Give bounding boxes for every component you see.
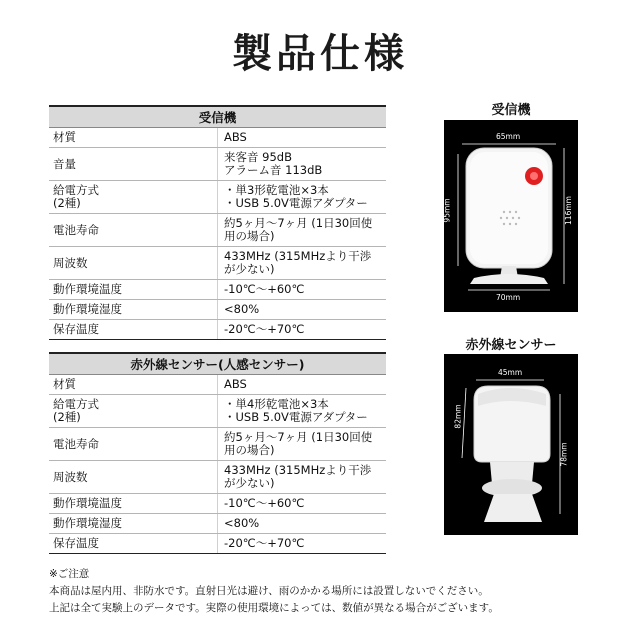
spec-label bbox=[49, 214, 218, 247]
spec-label-line: 保存温度 bbox=[53, 322, 99, 336]
spec-label-line: 周波数 bbox=[53, 469, 88, 484]
spec-value-line: ・単3形乾電池×3本 bbox=[224, 183, 329, 197]
spec-value bbox=[218, 181, 387, 214]
spec-row bbox=[49, 494, 386, 514]
spec-label bbox=[49, 148, 218, 181]
receiver-body-height-dim: 95mm bbox=[442, 198, 452, 223]
spec-value-line: アラーム音 113dB bbox=[224, 163, 323, 177]
spec-label bbox=[49, 494, 218, 514]
spec-label-line: 電池寿命 bbox=[53, 222, 99, 237]
spec-label-line: (2種) bbox=[53, 196, 81, 210]
spec-row bbox=[49, 514, 386, 534]
receiver-total-height-dim: 116mm bbox=[563, 196, 573, 225]
receiver-spec-table bbox=[49, 105, 386, 340]
spec-value-line: 433MHz (315MHzより干渉が少ない) bbox=[224, 463, 372, 490]
spec-value bbox=[218, 461, 387, 494]
sensor-width-dim: 45mm bbox=[498, 368, 523, 377]
spec-label-line: 動作環境湿度 bbox=[53, 516, 122, 530]
spec-value bbox=[218, 514, 387, 534]
spec-label-line: 材質 bbox=[53, 377, 76, 391]
spec-value bbox=[218, 375, 387, 395]
receiver-illustration bbox=[444, 120, 578, 312]
spec-row bbox=[49, 428, 386, 461]
spec-label bbox=[49, 514, 218, 534]
receiver-width-dim: 65mm bbox=[496, 132, 521, 141]
spec-row bbox=[49, 395, 386, 428]
spec-value bbox=[218, 320, 387, 340]
spec-value bbox=[218, 214, 387, 247]
spec-label-line: 周波数 bbox=[53, 255, 88, 270]
receiver-base-width-dim: 70mm bbox=[496, 293, 521, 302]
spec-label-line: 動作環境湿度 bbox=[53, 302, 122, 316]
page-title: 製品仕様 bbox=[232, 31, 408, 77]
spec-label-line: 給電方式 bbox=[53, 397, 99, 411]
spec-label bbox=[49, 247, 218, 280]
spec-row bbox=[49, 375, 386, 395]
spec-value bbox=[218, 280, 387, 300]
notes-section bbox=[49, 566, 499, 617]
spec-value-line: ・USB 5.0V電源アダプター bbox=[224, 196, 368, 210]
spec-label bbox=[49, 300, 218, 320]
note-line: 上記は全て実験上のデータです。実際の使用環境によっては、数値が異なる場合がございます。 bbox=[49, 602, 499, 614]
spec-value-line: ABS bbox=[224, 377, 247, 391]
spec-label-line: 動作環境温度 bbox=[53, 496, 122, 510]
spec-label bbox=[49, 534, 218, 554]
sensor-product-image bbox=[444, 354, 578, 535]
spec-value-line: 433MHz (315MHzより干渉が少ない) bbox=[224, 249, 372, 276]
spec-value-line: 来客音 95dB bbox=[224, 150, 292, 164]
spec-row bbox=[49, 214, 386, 247]
sensor-illustration bbox=[444, 354, 578, 535]
sensor-total-height-dim: 78mm bbox=[559, 442, 569, 467]
spec-row bbox=[49, 247, 386, 280]
spec-value-line: <80% bbox=[224, 302, 260, 316]
spec-label bbox=[49, 375, 218, 395]
receiver-image-label: 受信機 bbox=[491, 103, 531, 118]
spec-label-line: 音量 bbox=[53, 156, 76, 171]
notes-heading: ※ご注意 bbox=[49, 568, 90, 580]
spec-row bbox=[49, 128, 386, 148]
spec-value bbox=[218, 128, 387, 148]
sensor-image-label: 赤外線センサー bbox=[465, 338, 557, 353]
spec-value bbox=[218, 534, 387, 554]
spec-row bbox=[49, 280, 386, 300]
spec-value-line: 約5ヶ月〜7ヶ月 (1日30回使用の場合) bbox=[224, 216, 373, 243]
spec-label bbox=[49, 461, 218, 494]
spec-value-line: ABS bbox=[224, 130, 247, 144]
spec-row bbox=[49, 461, 386, 494]
spec-value bbox=[218, 247, 387, 280]
spec-value bbox=[218, 428, 387, 461]
spec-row bbox=[49, 534, 386, 554]
spec-row bbox=[49, 148, 386, 181]
sensor-spec-table bbox=[49, 352, 386, 554]
spec-value bbox=[218, 148, 387, 181]
spec-value-line: -20℃〜+70℃ bbox=[224, 322, 305, 336]
spec-value bbox=[218, 300, 387, 320]
spec-value-line: 約5ヶ月〜7ヶ月 (1日30回使用の場合) bbox=[224, 430, 373, 457]
spec-label bbox=[49, 128, 218, 148]
spec-label bbox=[49, 428, 218, 461]
sensor-table-header: 赤外線センサー(人感センサー) bbox=[49, 353, 386, 375]
spec-row bbox=[49, 320, 386, 340]
spec-label-line: 電池寿命 bbox=[53, 436, 99, 451]
spec-label bbox=[49, 280, 218, 300]
spec-label-line: 保存温度 bbox=[53, 536, 99, 550]
spec-value-line: -10℃〜+60℃ bbox=[224, 282, 305, 296]
spec-label-line: 給電方式 bbox=[53, 183, 99, 197]
spec-value-line: ・単4形乾電池×3本 bbox=[224, 397, 329, 411]
spec-row bbox=[49, 300, 386, 320]
spec-label bbox=[49, 395, 218, 428]
spec-label-line: 動作環境温度 bbox=[53, 282, 122, 296]
sensor-body-height-dim: 82mm bbox=[453, 404, 463, 429]
spec-label-line: 材質 bbox=[53, 130, 76, 144]
receiver-table-header: 受信機 bbox=[49, 106, 386, 128]
spec-row bbox=[49, 181, 386, 214]
note-line: 本商品は屋内用、非防水です。直射日光は避け、雨のかかる場所には設置しないでください。 bbox=[49, 585, 489, 597]
spec-value-line: ・USB 5.0V電源アダプター bbox=[224, 410, 368, 424]
spec-label bbox=[49, 181, 218, 214]
spec-value bbox=[218, 494, 387, 514]
spec-label bbox=[49, 320, 218, 340]
spec-label-line: (2種) bbox=[53, 410, 81, 424]
spec-value-line: <80% bbox=[224, 516, 260, 530]
spec-value bbox=[218, 395, 387, 428]
spec-value-line: -20℃〜+70℃ bbox=[224, 536, 305, 550]
spec-value-line: -10℃〜+60℃ bbox=[224, 496, 305, 510]
receiver-product-image bbox=[444, 120, 578, 312]
